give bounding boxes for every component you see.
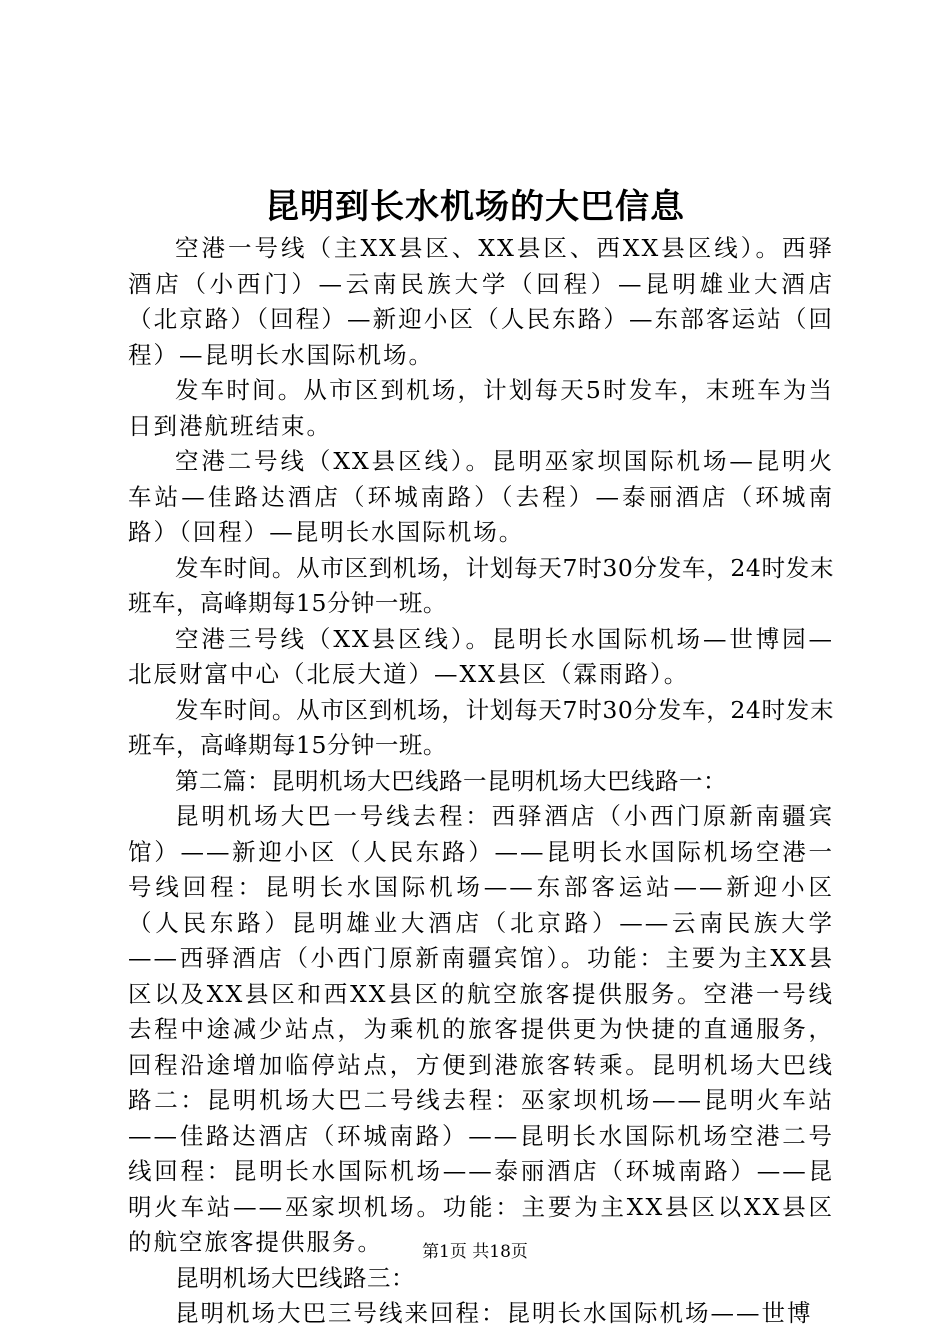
paragraph-route-1: 空港一号线（主XX县区、XX县区、西XX县区线）。西驿酒店（小西门）—云南民族大学（回程）—昆明雄业大酒店（北京路）（回程）—新迎小区（人民东路）—东部客运站（回程）—昆明长水国际机场。	[128, 234, 834, 369]
paragraph-airport-bus-lines: 昆明机场大巴一号线去程：西驿酒店（小西门原新南疆宾馆）——新迎小区（人民东路）——昆明长水国际机场空港一号线回程：昆明长水国际机场——东部客运站——新迎小区（人民东路）昆明雄业大酒店（北京路）——云南民族大学——西驿酒店（小西门原新南疆宾馆）。功能：主要为主XX县区以及XX县区和西XX县区的航空旅客提供服务。空港一号线去程中途减少站点，为乘机的旅客提供更为快捷的直通服务，回程沿途增加临停站点，方便到港旅客转乘。昆明机场大巴线路二：昆明机场大巴二号线去程：巫家坝机场——昆明火车站——佳路达酒店（环城南路）——昆明长水国际机场空港二号线回程：昆明长水国际机场——泰丽酒店（环城南路）——昆明火车站——巫家坝机场。功能：主要为主XX县区以XX县区的航空旅客提供服务。	[128, 802, 834, 1256]
paragraph-route-3-schedule: 发车时间。从市区到机场，计划每天7时30分发车，24时发末班车，高峰期每15分钟一班。	[128, 695, 834, 759]
document-title: 昆明到长水机场的大巴信息	[265, 187, 685, 227]
document-body	[128, 231, 834, 1332]
page-number-footer: 第1页 共18页	[422, 1242, 528, 1262]
paragraph-line-three-detail: 昆明机场大巴三号线来回程：昆明长水国际机场——世博	[175, 1299, 813, 1327]
paragraph-route-1-schedule: 发车时间。从市区到机场，计划每天5时发车，末班车为当日到港航班结束。	[128, 376, 834, 440]
paragraph-route-2: 空港二号线（XX县区线）。昆明巫家坝国际机场—昆明火车站—佳路达酒店（环城南路）（去程）—泰丽酒店（环城南路）（回程）—昆明长水国际机场。	[128, 447, 834, 546]
paragraph-line-three-heading: 昆明机场大巴线路三：	[175, 1263, 415, 1292]
paragraph-route-3: 空港三号线（XX县区线）。昆明长水国际机场—世博园—北辰财富中心（北辰大道）—XX县区（霖雨路）。	[128, 624, 834, 688]
paragraph-route-2-schedule: 发车时间。从市区到机场，计划每天7时30分发车，24时发末班车，高峰期每15分钟一班。	[128, 553, 834, 617]
paragraph-section-two-heading: 第二篇：昆明机场大巴线路一昆明机场大巴线路一：	[175, 766, 727, 795]
